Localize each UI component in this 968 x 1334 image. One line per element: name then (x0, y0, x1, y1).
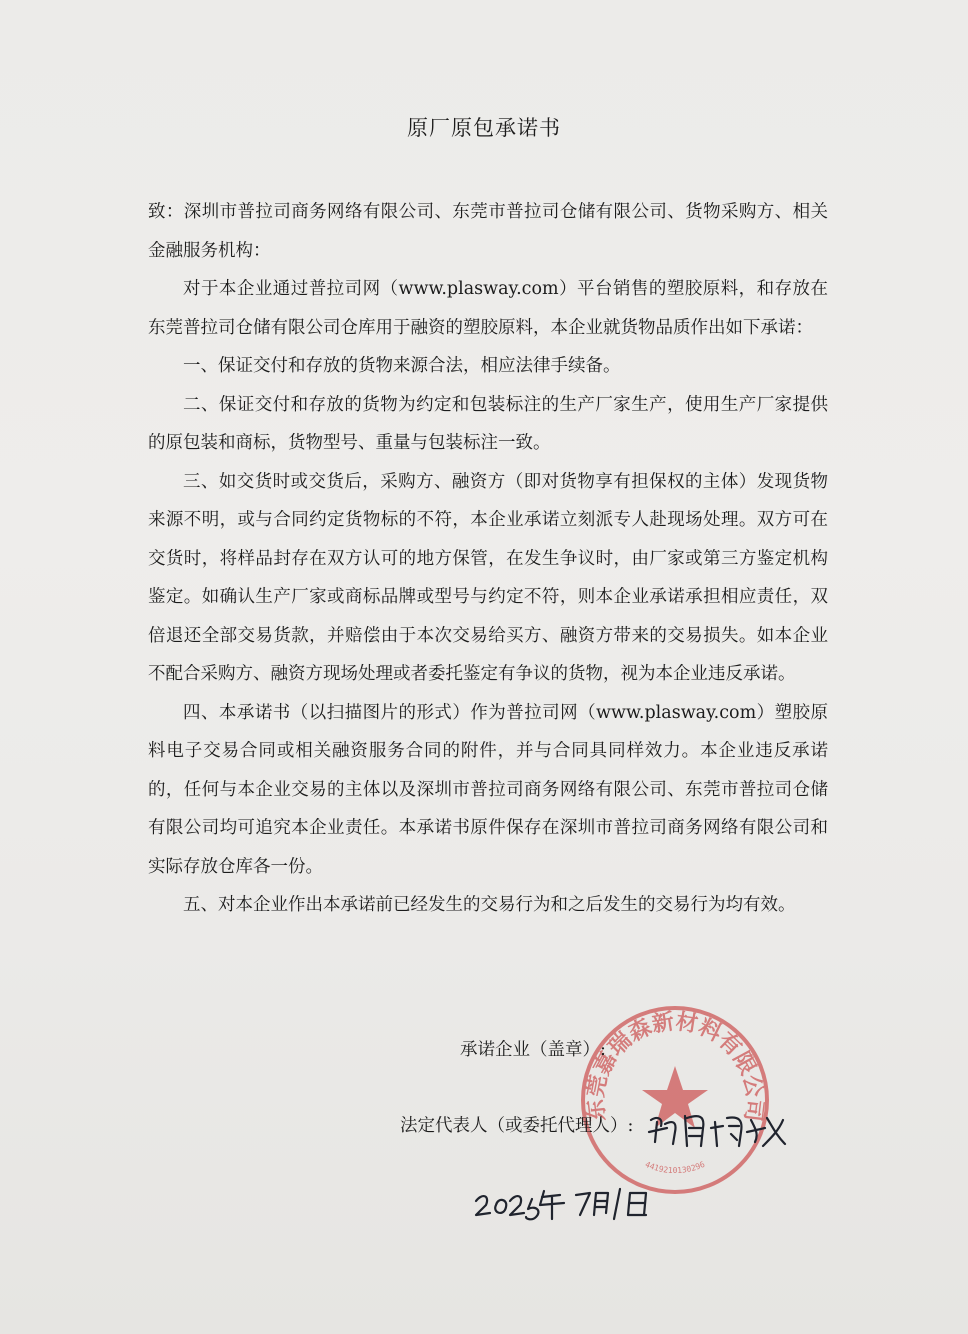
handwritten-signature (643, 1098, 793, 1158)
clause-2: 二、保证交付和存放的货物为约定和包装标注的生产厂家生产，使用生产厂家提供的原包装和商标，货物型号、重量与包装标注一致。 (148, 394, 828, 453)
representative-label: 法定代表人（或委托代理人）: (400, 1116, 634, 1136)
clause-4: 四、本承诺书（以扫描图片的形式）作为普拉司网（www.plasway.com）塑胶原料电子交易合同或相关融资服务合同的附件，并与合同具同样效力。本企业违反承诺的，任何与本企业交易的主体以及深圳市普拉司商务网络有限公司、东莞市普拉司仓储有限公司均可追究本企业责任。本承诺书原件保存在深圳市普拉司商务网络有限公司和实际存放仓库各一份。 (148, 702, 828, 877)
seal-number: 4419210130296 (643, 1159, 707, 1176)
document-title: 原厂原包承诺书 (407, 116, 561, 140)
intro-paragraph: 对于本企业通过普拉司网（www.plasway.com）平台销售的塑胶原料，和存放在东莞普拉司仓储有限公司仓库用于融资的塑胶原料，本企业就货物品质作出如下承诺： (148, 279, 828, 338)
seal-text: 东莞嘉瑞森新材料有限公司 (583, 1009, 767, 1123)
clause-5: 五、对本企业作出本承诺前已经发生的交易行为和之后发生的交易行为均有效。 (183, 895, 796, 915)
company-signature-label: 承诺企业（盖章）: (460, 1040, 606, 1060)
clause-1: 一、保证交付和存放的货物来源合法，相应法律手续备。 (183, 356, 621, 376)
clause-3: 三、如交货时或交货后，采购方、融资方（即对货物享有担保权的主体）发现货物来源不明，或与合同约定货物标的不符，本企业承诺立刻派专人赴现场处理。双方可在交货时，将样品封存在双方认可的地方保管，在发生争议时，由厂家或第三方鉴定机构鉴定。如确认生产厂家或商标品牌或型号与约定不符，则本企业承诺承担相应责任，双倍退还全部交易货款，并赔偿由于本次交易给买方、融资方带来的交易损失。如本企业不配合采购方、融资方现场处理或者委托鉴定有争议的货物，视为本企业违反承诺。 (148, 471, 828, 684)
handwritten-date (470, 1175, 670, 1235)
document-body (148, 193, 828, 925)
addressee-paragraph: 致：深圳市普拉司商务网络有限公司、东莞市普拉司仓储有限公司、货物采购方、相关金融服务机构： (148, 202, 828, 261)
